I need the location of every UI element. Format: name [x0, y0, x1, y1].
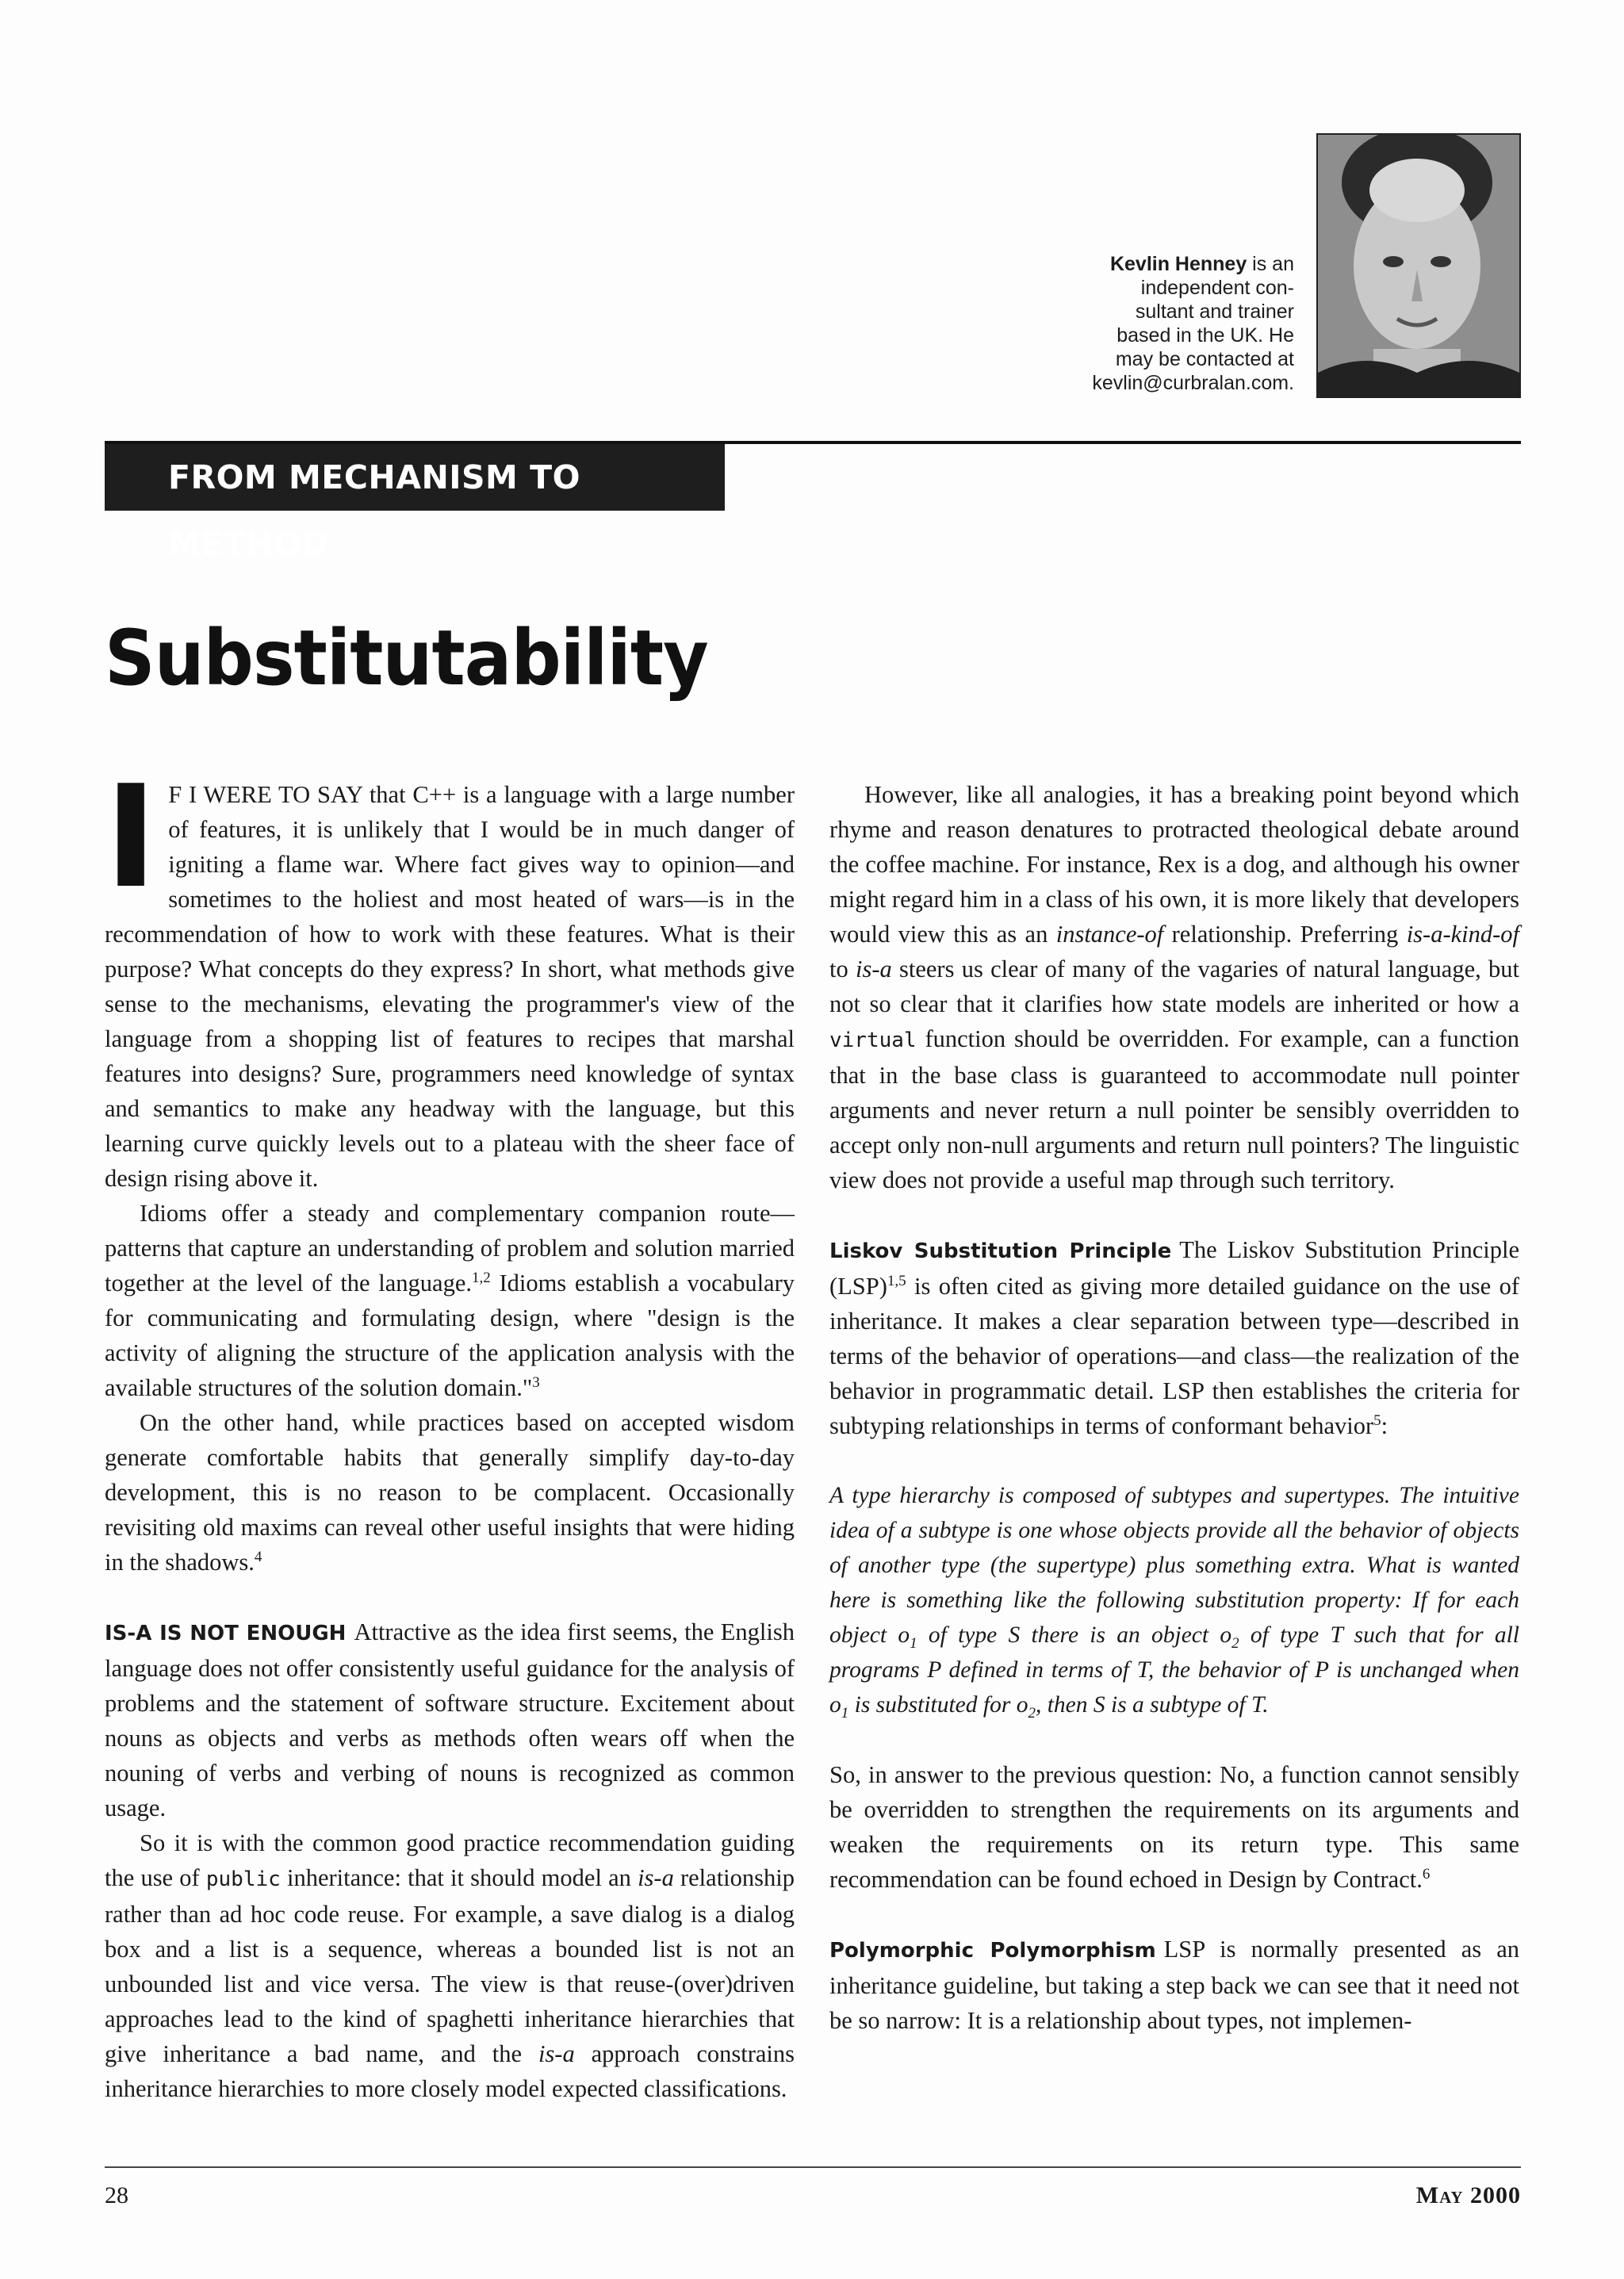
paragraph: Liskov Substitution Principle The Liskov Substitution Principle (LSP)$^{1,5}$ is often cited as giving more detailed guidance on the use of inheritance. It makes a clear separation between type—described in terms of the behavior of operations—and class—the realization of the behavior in programmatic detail. LSP then establishes the criteria for subtyping relationships in terms of conformant behavior$^5$: — [829, 1236, 1519, 1439]
paragraph: Polymorphic Polymorphism LSP is normally presented as an inheritance guideline, but taking a step back we can see that it need not be so narrow: It is a relationship about types, not implemen- — [829, 1936, 1519, 2034]
section-heading: IS-A IS NOT ENOUGH — [105, 1622, 347, 1645]
column-left — [105, 755, 795, 2106]
section-heading: Liskov Substitution Principle — [829, 1239, 1172, 1263]
column-banner: FROM MECHANISM TO METHOD — [105, 444, 725, 511]
page-number: 28 — [105, 2182, 128, 2208]
issue-date: May 2000 — [1415, 2182, 1521, 2208]
section-heading: Polymorphic Polymorphism — [829, 1939, 1156, 1963]
footer-rule — [105, 2166, 1521, 2168]
paragraph: Idioms offer a steady and complementary companion route—patterns that capture an understanding of problem and solution married together at the level of the language.$^{1,2}$ Idioms establish a vocabulary for communicating and formulating design, where "design is the activity of aligning the structure of the application analysis with the available structures of the solution domain."$^3$ — [105, 1200, 795, 1401]
author-portrait-icon — [1318, 135, 1519, 396]
paragraph: So it is with the common good practice recommendation guiding the use of public inheritance: that it should model an is-a relationship rather than ad hoc code reuse. For example, a save dialog is a dialog box and a list is a sequence, whereas a bounded list is not an unbounded list and vice versa. The view is that reuse-(over)driven approaches lead to the kind of spaghetti inheritance hierarchies that give inheritance a bad name, and the is-a approach constrains inheritance hierarchies to more closely model expected classifications. — [105, 1829, 795, 2102]
paragraph: However, like all analogies, it has a breaking point beyond which rhyme and reason denatures to protracted theological debate around the coffee machine. For instance, Rex is a dog, and although his owner might regard him in a class of his own, it is more likely that developers would view this as an instance-of relationship. Preferring is-a-kind-of to is-a steers us clear of many of the vagaries of natural language, but not so clear that it clarifies how state models are inherited or how a virtual function should be overridden. For example, can a function that in the base class is guaranteed to accommodate null pointer arguments and never return a null pointer be sensibly overridden to accept only non-null arguments and return null pointers? The linguistic view does not provide a useful map through such territory. — [829, 781, 1519, 1193]
author-bio: Kevlin Henney is an independent con- sultant and trainer based in the UK. He may be contacted at kevlin@curbralan.com. — [1092, 253, 1294, 394]
paragraph: IS-A IS NOT ENOUGH Attractive as the idea first seems, the English language does not offer consistently useful guidance for the analysis of problems and the statement of software structure. Excitement about nouns as objects and verbs as methods often wears off when the nouning of verbs and verbing of nouns is recognized as common usage. — [105, 1618, 795, 1821]
paragraph: So, in answer to the previous question: No, a function cannot sensibly be overridden to strengthen the requirements on its arguments and weaken the requirements on its return type. This same recommendation can be found echoed in Design by Contract.$^6$ — [829, 1761, 1519, 1893]
paragraph: I F I WERE TO SAY that C++ is a language with a large number of features, it is unlikely that I would be in much danger of igniting a flame war. Where fact gives way to opinion—and sometimes to the holiest and most heated of wars—is in the recommendation of how to work with these features. What is their purpose? What concepts do they express? In short, what methods give sense to the mechanisms, elevating the programmer's view of the language from a shopping list of features to recipes that marshal features into designs? Sure, programmers need knowledge of syntax and semantics to make any headway with the language, but this learning curve quickly levels out to a plateau with the sheer face of design rising above it. — [105, 755, 795, 1192]
author-email[interactable]: kevlin@curbralan.com. — [1092, 372, 1294, 394]
article-title: Substitutability — [105, 614, 708, 703]
column-right — [829, 777, 1519, 2038]
paragraph: On the other hand, while practices based on accepted wisdom generate comfortable habits that generally simplify day-to-day development, this is no reason to be complacent. Occasionally revisiting old maxims can reveal other useful insights that were hiding in the shadows.$^4$ — [105, 1409, 795, 1576]
drop-cap: I — [105, 755, 158, 919]
author-photo — [1316, 133, 1521, 398]
author-name: Kevlin Henney — [1109, 253, 1247, 275]
block-quote: A type hierarchy is composed of subtypes and supertypes. The intuitive idea of a subtype is one whose objects provide all the behavior of objects of another type (the supertype) plus something extra. What is wanted here is something like the following substitution property: If for each object $o_1$ of type S there is an object $o_2$ of type T such that for all programs P defined in terms of T, the behavior of P is unchanged when $o_1$ is substituted for $o_2$, then S is a subtype of T. — [829, 1483, 1519, 1722]
